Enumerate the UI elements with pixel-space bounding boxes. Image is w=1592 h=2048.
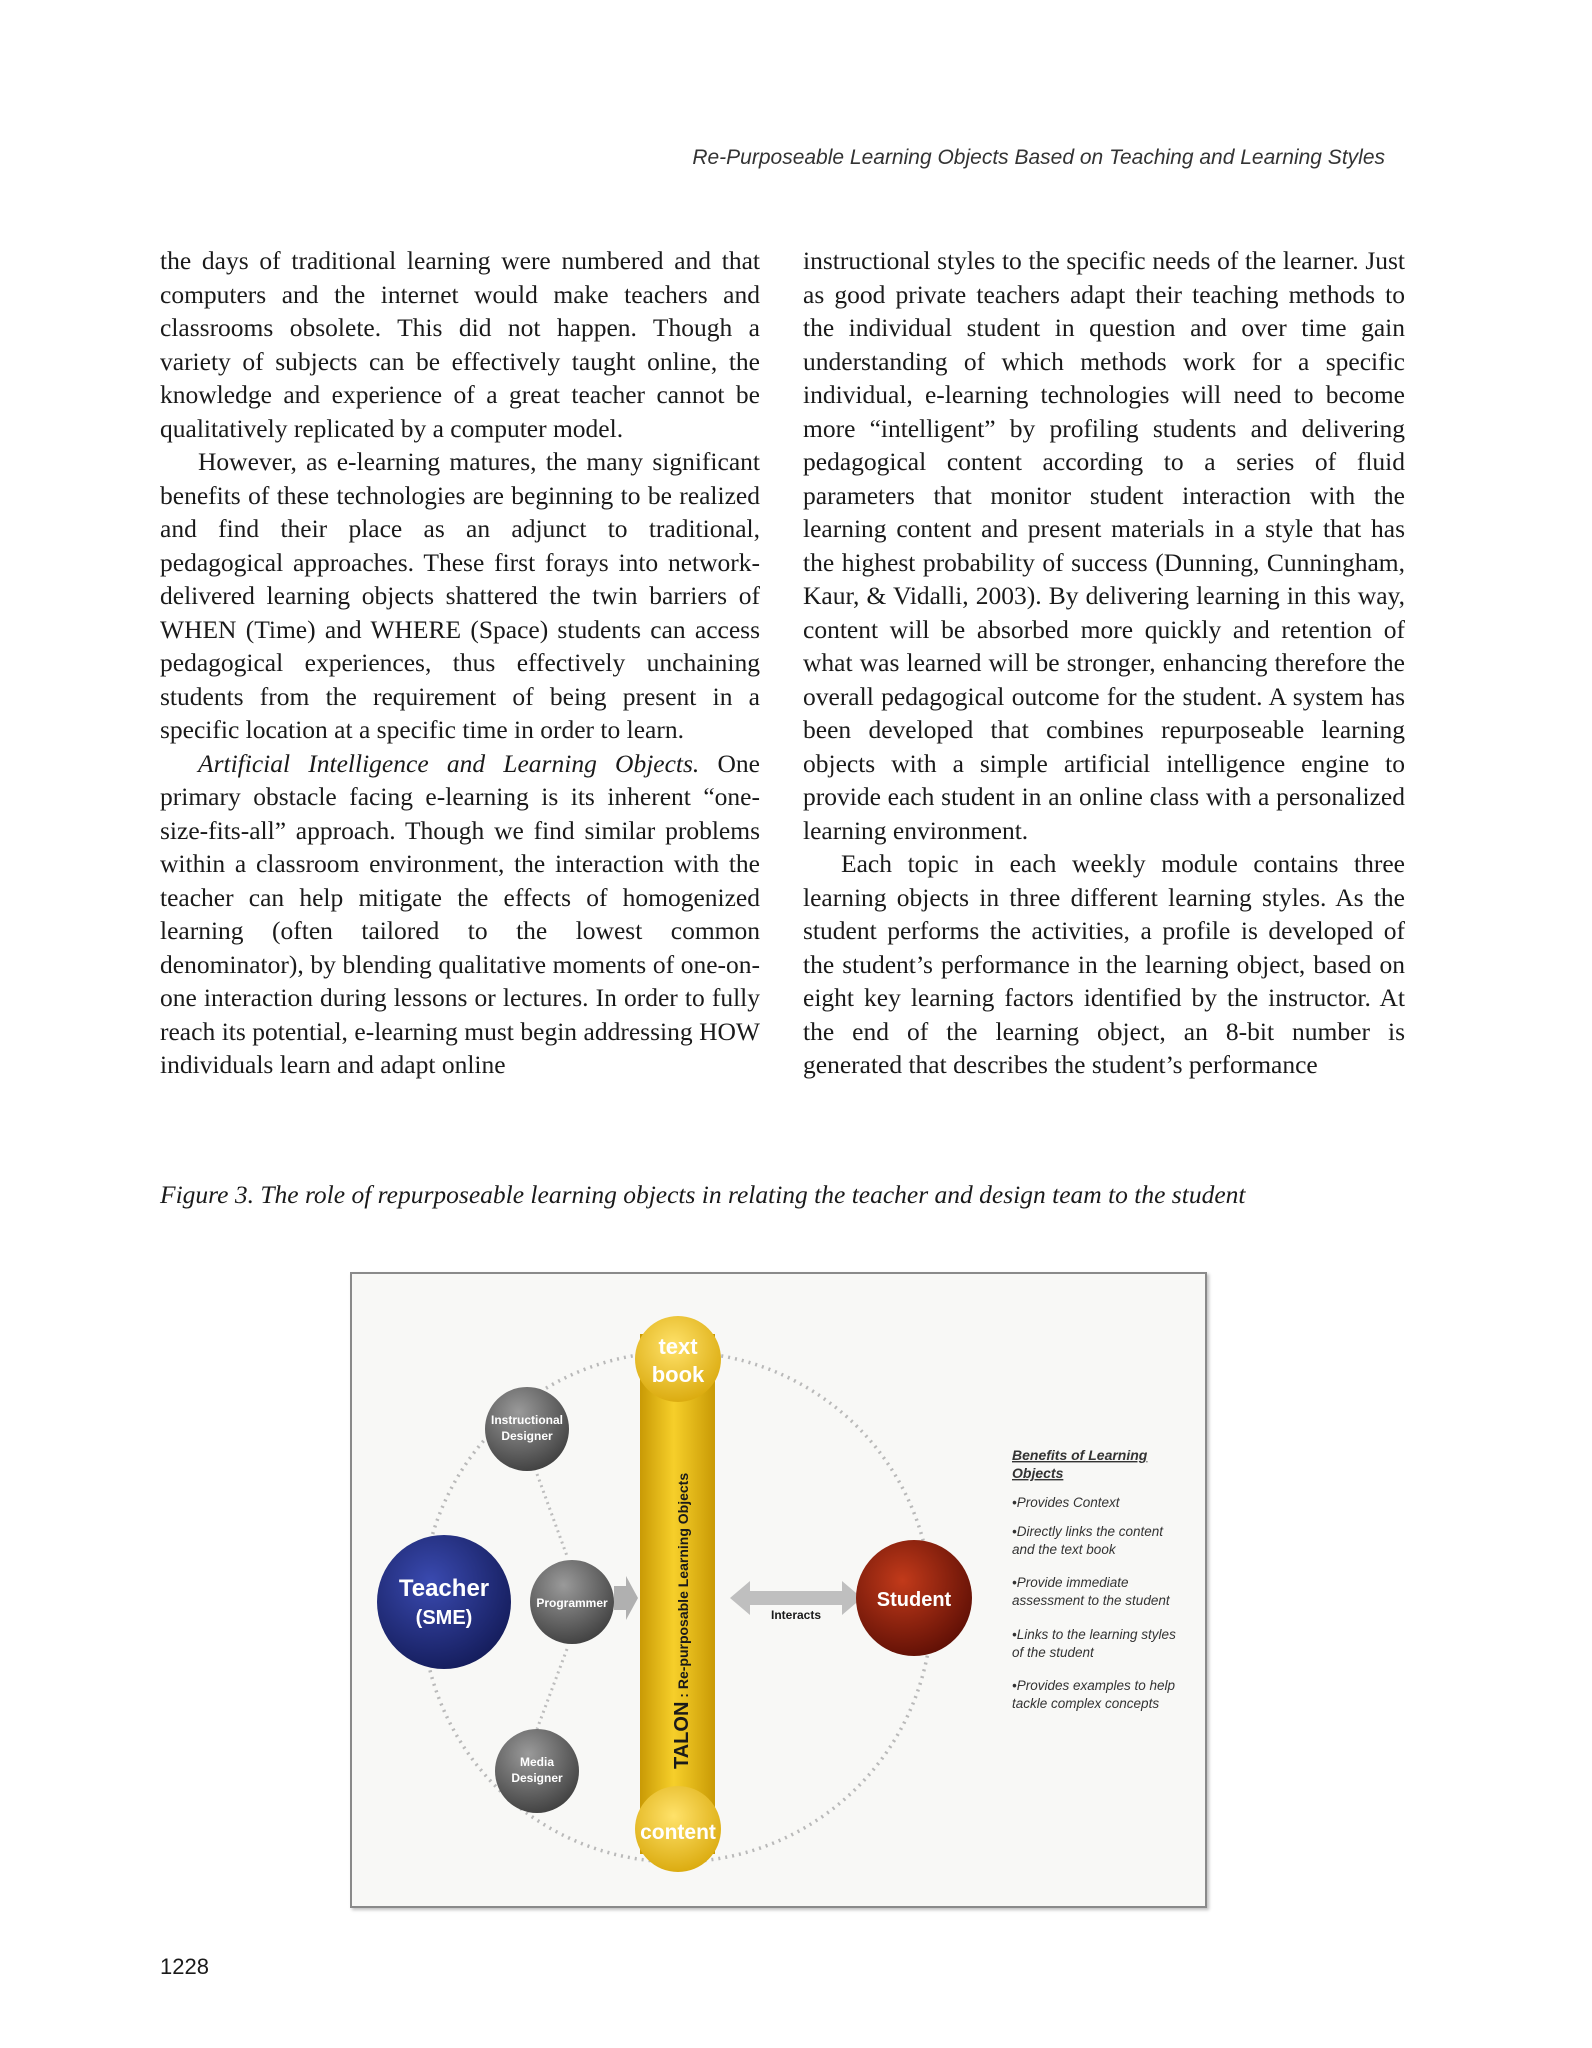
left-paragraph-1: the days of traditional learning were numbered and that computers and the internet would make teachers and classrooms obsolete. This did not happen. Though a variety of subjects can be effectively taught online, the knowledge and experience of a great teacher cannot be qualitatively replicated by a computer model. xyxy=(160,246,760,443)
right-paragraph-1: instructional styles to the specific needs of the learner. Just as good private teachers adapt their teaching methods to the individual student in question and over time gain understanding of which methods work for a specific individual, e-learning technologies will need to become more “intelligent” by profiling students and delivering pedagogical content according to a series of fluid parameters that monitor student interaction with the learning content and present materials in a style that has the highest probability of success (Dunning, Cunningham, Kaur, & Vidalli, 2003). By delivering learning in this way, content will be absorbed more quickly and retention of what was learned will be stronger, enhancing therefore the overall pedagogical outcome for the student. A system has been developed that combines repurposeable learning objects with a simple artificial intelligence engine to provide each student in an online class with a personalized learning environment. xyxy=(803,246,1405,845)
benefit-line: and the text book xyxy=(1012,1542,1116,1557)
left-paragraph-3-body: One primary obstacle facing e-learning is its inherent “one-size-fits-all” approach. Though we find similar problems within a classroom environment, the interaction with the teacher can help mitigate the effects of homogenized learning (often tailored to the lowest common denominator), by blending qualitative moments of one-on-one interaction during lessons or lectures. In order to fully reach its potential, e-learning must begin addressing HOW individuals learn and adapt online xyxy=(160,748,760,1079)
teacher-node xyxy=(377,1535,511,1669)
section-run-in-heading: Artificial Intelligence and Learning Objects. xyxy=(198,748,700,778)
figure-diagram xyxy=(352,1274,1205,1906)
textbook-label-2: book xyxy=(651,1362,705,1387)
page-number: 1228 xyxy=(160,1954,209,1979)
talon-label-bold: TALON xyxy=(671,1701,693,1769)
connector-programmer-media xyxy=(537,1649,567,1729)
figure-3 xyxy=(350,1272,1207,1908)
benefit-line: •Provides Context xyxy=(1012,1495,1120,1510)
textbook-label-1: text xyxy=(658,1334,698,1359)
textbook-node xyxy=(635,1316,721,1402)
arrow-to-talon xyxy=(614,1576,638,1620)
right-paragraph-2: Each topic in each weekly module contains three learning objects in three different learning styles. As the student performs the activities, a profile is developed of the student’s performance in the learning object, based on eight key learning factors identified by the instructor. At the end of the learning object, an 8-bit number is generated that describes the student’s performance xyxy=(803,849,1405,1079)
media-designer-label-1: Media xyxy=(519,1755,555,1769)
left-column xyxy=(160,244,760,1082)
connector-instructional-programmer xyxy=(537,1474,567,1556)
figure-caption: Figure 3. The role of repurposeable learning objects in relating the teacher and design team to the student xyxy=(160,1180,1246,1209)
student-label: Student xyxy=(876,1589,952,1611)
benefit-line: tackle complex concepts xyxy=(1012,1696,1160,1711)
left-paragraph-3 xyxy=(160,747,760,1082)
talon-label-rest: : Re-purposable Learning Objects xyxy=(675,1472,691,1702)
benefit-line: •Provide immediate xyxy=(1012,1575,1129,1590)
interacts-label: Interacts xyxy=(770,1608,822,1622)
content-label: content xyxy=(640,1821,716,1844)
instructional-designer-label-1: Instructional xyxy=(490,1413,564,1427)
benefits-list xyxy=(1012,1447,1176,1711)
benefit-line: assessment to the student xyxy=(1012,1593,1170,1608)
media-designer-label-2: Designer xyxy=(511,1771,563,1785)
left-paragraph-2: However, as e-learning matures, the many significant benefits of these technologies are beginning to be realized and find their place as an adjunct to traditional, pedagogical approaches. These first forays into network-delivered learning objects shattered the twin barriers of WHEN (Time) and WHERE (Space) students can access pedagogical experiences, thus effectively unchaining students from the requirement of being present in a specific location at a specific time in order to learn. xyxy=(160,447,760,744)
teacher-label-2: (SME) xyxy=(415,1607,473,1629)
instructional-designer-label-2: Designer xyxy=(501,1429,553,1443)
benefit-line: •Directly links the content xyxy=(1012,1524,1164,1539)
benefits-title-1: Benefits of Learning xyxy=(1012,1447,1148,1463)
teacher-label-1: Teacher xyxy=(398,1575,490,1602)
talon-label xyxy=(671,1473,693,1769)
programmer-label: Programmer xyxy=(536,1596,608,1610)
benefit-line: of the student xyxy=(1012,1645,1094,1660)
benefits-title-2: Objects xyxy=(1012,1465,1064,1481)
running-head: Re-Purposeable Learning Objects Based on Teaching and Learning Styles xyxy=(692,146,1385,169)
benefit-line: •Provides examples to help xyxy=(1012,1678,1176,1693)
right-column xyxy=(803,244,1405,1082)
benefit-line: •Links to the learning styles xyxy=(1012,1627,1176,1642)
